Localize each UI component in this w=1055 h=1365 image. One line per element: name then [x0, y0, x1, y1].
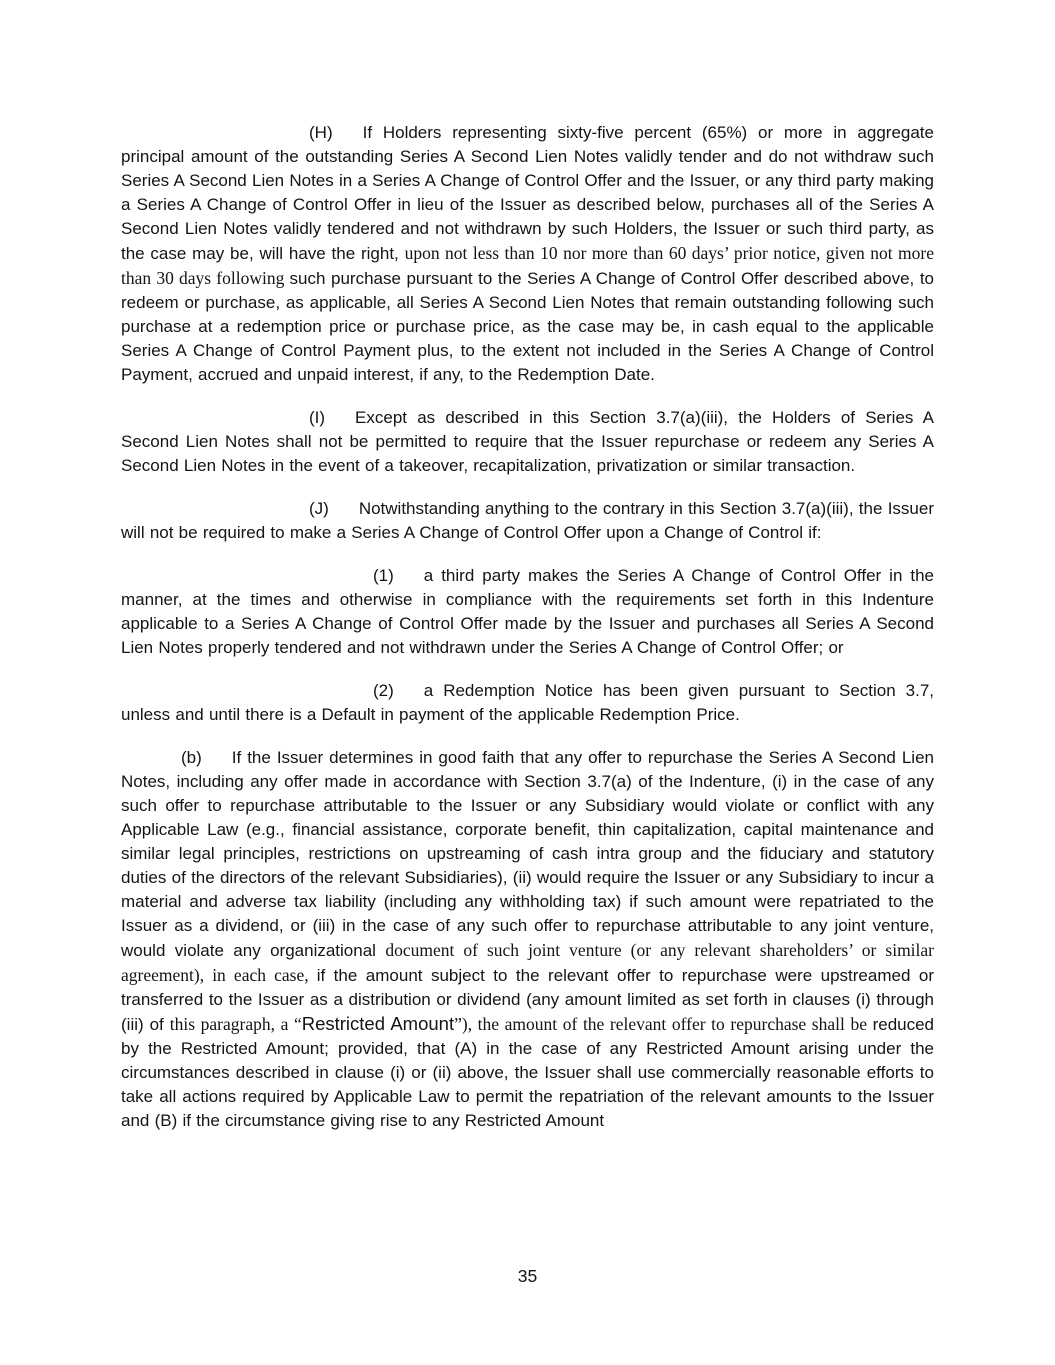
paragraph-label: (J) [309, 499, 329, 518]
text-segment: Restricted Amount [301, 1013, 455, 1034]
paragraph-label: (b) [181, 748, 202, 767]
text-segment: a Redemption Notice has been given pursuant to Section 3.7, unless and until there is a Default in payment of the applicable Redemption Price. [121, 681, 934, 724]
text-segment: upon not less than 10 nor more than 60 days’ prior notice, given not more than 30 days following [121, 243, 934, 288]
text-segment: ”), the amount of the relevant offer to repurchase shall be [454, 1014, 873, 1034]
text-segment: If the Issuer determines in good faith that any offer to repurchase the Series A Second Lien Notes, including any offer made in accordance with Section 3.7(a) of the Indenture, (i) in the case of any such offer to repurchase attributable to the Issuer or any Subsidiary would violate or conflict with any Applicable Law (e.g., financial assistance, corporate benefit, thin capitalization, capital maintenance and similar legal principles, restrictions on upstreaming of cash intra group and the fiduciary and statutory duties of the directors of the relevant Subsidiaries), (ii) would require the Issuer or any Subsidiary to incur a material and adverse tax liability (including any withholding tax) if such amount were repatriated to the Issuer as a dividend, or (iii) in the case of any such offer to repurchase attributable to any joint venture, would violate any organizational [121, 748, 934, 960]
text-segment: a third party makes the Series A Change of Control Offer in the manner, at the times and otherwise in compliance with the requirements set forth in this Indenture applicable to a Series A Change of Control Offer made by the Issuer and purchases all Series A Second Lien Notes properly tendered and not withdrawn under the Series A Change of Control Offer; or [121, 566, 934, 657]
text-segment: Except as described in this Section 3.7(a)(iii), the Holders of Series A Second Lien Notes shall not be permitted to require that the Issuer repurchase or redeem any Series A Second Lien Notes in the event of a takeover, recapitalization, privatization or similar transaction. [121, 408, 934, 475]
paragraph-label: (I) [309, 408, 326, 427]
text-segment: document of such joint venture (or any relevant shareholders’ or similar agreement), in each case, [121, 940, 934, 985]
text-segment: if the amount subject to the relevant offer to repurchase were upstreamed or transferred to the Issuer as a distribution or dividend (any amount limited as set forth in clauses (i) through (iii) of [121, 966, 934, 1034]
page-number: 35 [517, 1266, 538, 1286]
paragraph-label: (H) [309, 123, 333, 142]
text-segment: reduced by the Restricted Amount; provided, that (A) in the case of any Restricted Amount arising under the circumstances described in clause (i) or (ii) above, the Issuer shall use commercially reasonable efforts to take all actions required by Applicable Law to permit the repatriation of the relevant amounts to the Issuer and (B) if the circumstance giving rise to any Restricted Amount [121, 1015, 935, 1130]
paragraph-1 [121, 564, 934, 660]
paragraph-H [121, 121, 934, 387]
paragraph-I [121, 406, 934, 478]
text-segment: Notwithstanding anything to the contrary in this Section 3.7(a)(iii), the Issuer will not be required to make a Series A Change of Control Offer upon a Change of Control if: [121, 499, 934, 542]
paragraph-b [121, 746, 934, 1133]
text-segment: If Holders representing sixty-five percent (65%) or more in aggregate principal amount of the outstanding Series A Second Lien Notes validly tender and do not withdraw such Series A Second Lien Notes in a Series A Change of Control Offer and the Issuer, or any third party making a Series A Change of Control Offer in lieu of the Issuer as described below, purchases all of the Series A Second Lien Notes validly tendered and not withdrawn by such Holders, the Issuer or such third party, as the case may be, will have the right, [121, 123, 934, 263]
paragraph-label: (1) [373, 566, 394, 585]
document-body [121, 121, 934, 1152]
paragraph-label: (2) [373, 681, 394, 700]
text-segment: this paragraph, a “ [169, 1014, 302, 1034]
paragraph-J [121, 497, 934, 545]
paragraph-2 [121, 679, 934, 727]
text-segment: such purchase pursuant to the Series A Change of Control Offer described above, to redeem or purchase, as applicable, all Series A Second Lien Notes that remain outstanding following such purchase at a redemption price or purchase price, as the case may be, in cash equal to the applicable Series A Change of Control Payment plus, to the extent not included in the Series A Change of Control Payment, accrued and unpaid interest, if any, to the Redemption Date. [121, 269, 934, 384]
